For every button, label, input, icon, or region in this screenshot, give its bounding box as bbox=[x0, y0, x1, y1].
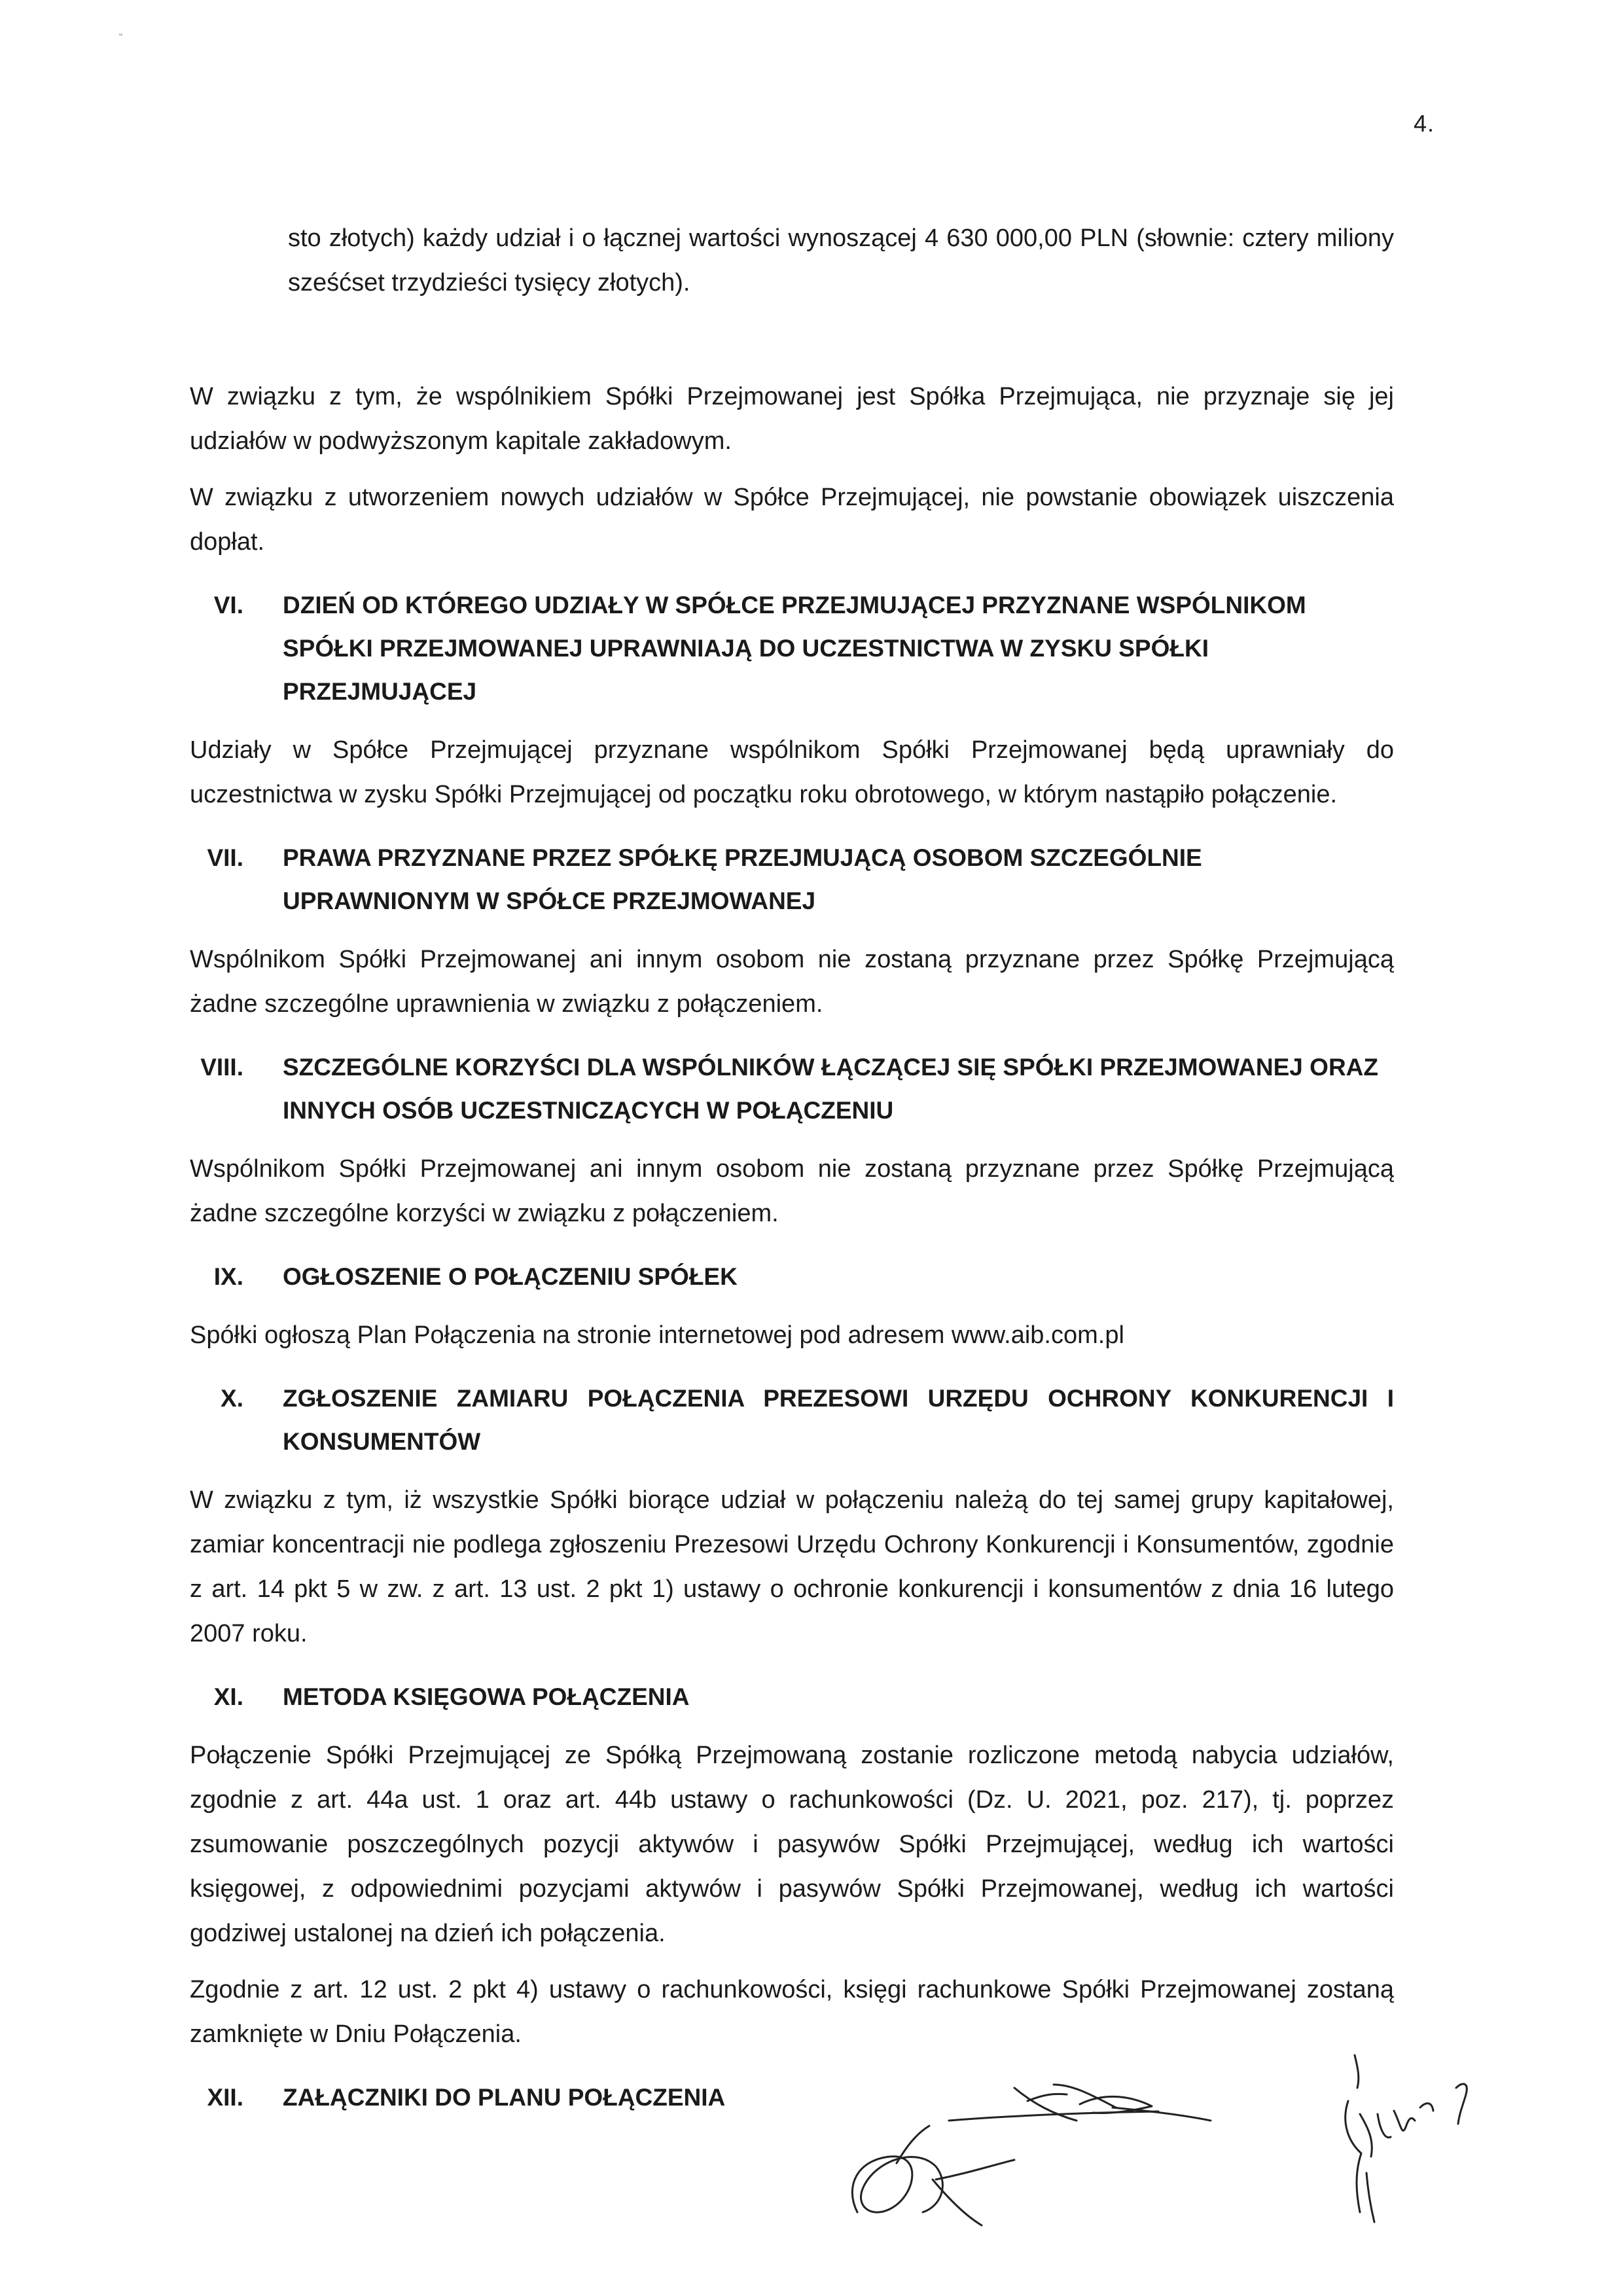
section-numeral: VII. bbox=[207, 844, 243, 871]
section-vii bbox=[190, 836, 1394, 1026]
signature-2 bbox=[1329, 2042, 1499, 2238]
section-title: PRAWA PRZYZNANE PRZEZ SPÓŁKĘ PRZEJMUJĄCĄ OSOBOM SZCZEGÓLNIE UPRAWNIONYM W SPÓŁCE PRZEJMOWANEJ bbox=[283, 844, 1202, 914]
section-numeral: X. bbox=[221, 1385, 243, 1412]
section-vi bbox=[190, 584, 1394, 817]
section-paragraph: Spółki ogłoszą Plan Połączenia na stronie internetowej pod adresem www.aib.com.pl bbox=[190, 1321, 1124, 1349]
section-xi bbox=[190, 1676, 1394, 2056]
section-x bbox=[190, 1377, 1394, 1656]
section-paragraph: Połączenie Spółki Przejmującej ze Spółką Przejmowaną zostanie rozliczone metodą nabycia udziałów, zgodnie z art. 44a ust. 1 oraz art. 44b ustawy o rachunkowości (Dz. U. 2021, poz. 217), tj. poprzez zsumowanie poszczególnych pozycji aktywów i pasywów Spółki Przejmującej, według ich wartości księgowej, z odpowiednimi pozycjami aktywów i pasywów Spółki Przejmowanej, według ich wartości godziwej ustalonej na dzień ich połączenia. bbox=[190, 1742, 1394, 1947]
section-paragraph: Zgodnie z art. 12 ust. 2 pkt 4) ustawy o rachunkowości, księgi rachunkowe Spółki Przejmowanej zostaną zamknięte w Dniu Połączenia. bbox=[190, 1976, 1394, 2048]
paragraph: W związku z tym, że wspólnikiem Spółki Przejmowanej jest Spółka Przejmująca, nie przyznaje się jej udziałów w podwyższonym kapitale zakładowym. bbox=[190, 383, 1394, 455]
section-paragraph: Wspólnikom Spółki Przejmowanej ani innym osobom nie zostaną przyznane przez Spółkę Przejmującą żadne szczególne korzyści w związku z połączeniem. bbox=[190, 1155, 1394, 1227]
signature-1 bbox=[818, 2049, 1237, 2245]
section-title: OGŁOSZENIE O POŁĄCZENIU SPÓŁEK bbox=[283, 1263, 738, 1290]
section-title: ZAŁĄCZNIKI DO PLANU POŁĄCZENIA bbox=[283, 2084, 726, 2111]
paragraph: W związku z utworzeniem nowych udziałów w Spółce Przejmującej, nie powstanie obowiązek uiszczenia dopłat. bbox=[190, 484, 1394, 556]
section-title: DZIEŃ OD KTÓREGO UDZIAŁY W SPÓŁCE PRZEJMUJĄCEJ PRZYZNANE WSPÓLNIKOM SPÓŁKI PRZEJMOWANEJ UPRAWNIAJĄ DO UCZESTNICTWA W ZYSKU SPÓŁKI PRZEJMUJĄCEJ bbox=[283, 592, 1306, 705]
section-numeral: VIII. bbox=[200, 1054, 243, 1081]
section-paragraph: Wspólnikom Spółki Przejmowanej ani innym osobom nie zostaną przyznane przez Spółkę Przejmującą żadne szczególne uprawnienia w związku z połączeniem. bbox=[190, 946, 1394, 1018]
scan-mark: " bbox=[119, 31, 122, 42]
section-ix bbox=[190, 1255, 1394, 1357]
section-numeral: XI. bbox=[213, 1683, 243, 1710]
section-title: SZCZEGÓLNE KORZYŚCI DLA WSPÓLNIKÓW ŁĄCZĄCEJ SIĘ SPÓŁKI PRZEJMOWANEJ ORAZ INNYCH OSÓB UCZESTNICZĄCYCH W POŁĄCZENIU bbox=[283, 1054, 1378, 1124]
section-numeral: XII. bbox=[207, 2084, 243, 2111]
section-title: ZGŁOSZENIE ZAMIARU POŁĄCZENIA PREZESOWI URZĘDU OCHRONY KONKURENCJI I KONSUMENTÓW bbox=[283, 1385, 1394, 1455]
section-numeral: IX. bbox=[213, 1263, 243, 1290]
signatures-area bbox=[818, 2049, 1472, 2245]
document-body bbox=[190, 216, 1394, 2134]
page-number: 4. bbox=[1414, 110, 1435, 137]
section-paragraph: W związku z tym, iż wszystkie Spółki biorące udział w połączeniu należą do tej samej grupy kapitałowej, zamiar koncentracji nie podlega zgłoszeniu Prezesowi Urzędu Ochrony Konkurencji i Konsumentów, zgodnie z art. 14 pkt 5 w zw. z art. 13 ust. 2 pkt 1) ustawy o ochronie konkurencji i konsumentów z dnia 16 lutego 2007 roku. bbox=[190, 1486, 1394, 1647]
continuation-paragraph: sto złotych) każdy udział i o łącznej wartości wynoszącej 4 630 000,00 PLN (słownie: cztery miliony sześćset trzydzieści tysięcy złotych). bbox=[288, 224, 1394, 296]
section-paragraph: Udziały w Spółce Przejmującej przyznane wspólnikom Spółki Przejmowanej będą uprawniały do uczestnictwa w zysku Spółki Przejmującej od początku roku obrotowego, w którym nastąpiło połączenie. bbox=[190, 736, 1394, 808]
sections-list bbox=[190, 584, 1394, 2119]
section-viii bbox=[190, 1046, 1394, 1236]
section-numeral: VI. bbox=[213, 592, 243, 619]
section-title: METODA KSIĘGOWA POŁĄCZENIA bbox=[283, 1683, 690, 1710]
